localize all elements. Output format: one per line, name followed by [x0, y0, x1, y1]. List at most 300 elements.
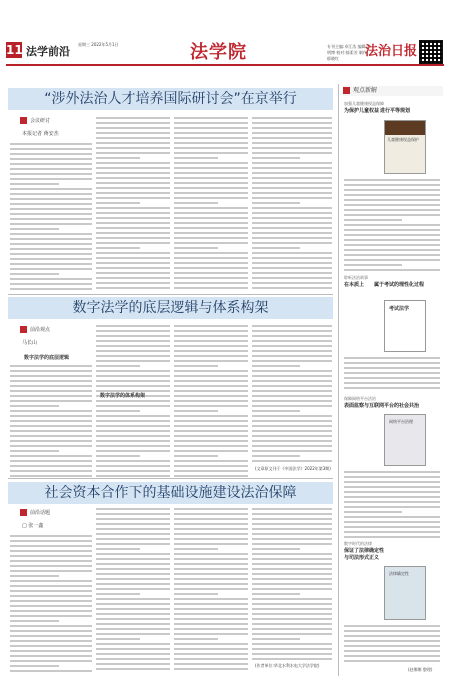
- text-line: [10, 218, 92, 220]
- section-name: 法学前沿: [26, 45, 70, 58]
- text-line: [96, 350, 170, 352]
- text-line: [174, 440, 248, 442]
- text-line: [96, 440, 170, 442]
- text-line: [174, 638, 218, 640]
- text-line: [96, 613, 170, 615]
- text-line: [96, 460, 170, 462]
- text-line: [174, 385, 248, 387]
- text-line: [96, 167, 170, 169]
- text-line: [174, 267, 248, 269]
- text-line: [252, 167, 332, 169]
- text-line: [252, 182, 332, 184]
- text-line: [10, 183, 59, 185]
- text-line: [174, 410, 218, 412]
- article1-byline: 本报记者 蒋安杰: [22, 131, 59, 137]
- text-line: [10, 635, 92, 637]
- text-line: [344, 491, 440, 493]
- text-line: [174, 633, 248, 635]
- text-line: [10, 248, 92, 250]
- text-line: [96, 142, 170, 144]
- text-line: [174, 465, 248, 467]
- sidebar-item-text: [344, 176, 440, 271]
- text-line: [252, 435, 332, 437]
- text-line: [174, 380, 248, 382]
- sidebar-item-title-2: 进行平等规划: [380, 108, 411, 114]
- text-line: [174, 460, 248, 462]
- text-line: [344, 501, 440, 503]
- text-line: [252, 227, 332, 229]
- article3-col-4: [252, 505, 332, 660]
- text-line: [174, 277, 248, 279]
- tag-icon: [20, 509, 27, 516]
- text-line: [10, 223, 92, 225]
- text-line: [96, 558, 170, 560]
- text-line: [252, 588, 332, 590]
- editor-credits: 专刊主编:卓江浩 编辑:李明博 校对:郁柔芳 制作:郁晓红: [327, 44, 371, 61]
- text-line: [344, 481, 440, 483]
- paper-logo: 法治日报: [365, 44, 418, 59]
- text-line: [344, 264, 402, 266]
- text-line: [174, 663, 248, 665]
- text-line: [174, 325, 248, 327]
- article3-col-3: [174, 505, 248, 672]
- text-line: [344, 387, 440, 389]
- text-line: [96, 202, 140, 204]
- text-line: [96, 543, 170, 545]
- text-line: [10, 188, 92, 190]
- text-line: [10, 655, 92, 657]
- text-line: [252, 127, 332, 129]
- text-line: [252, 430, 332, 432]
- text-line: [174, 608, 248, 610]
- text-line: [174, 578, 248, 580]
- text-line: [174, 613, 248, 615]
- text-line: [252, 247, 300, 249]
- text-line: [96, 162, 170, 164]
- text-line: [96, 177, 170, 179]
- text-line: [10, 153, 92, 155]
- text-line: [174, 252, 248, 254]
- text-line: [10, 228, 59, 230]
- text-line: [252, 147, 332, 149]
- text-line: [174, 395, 248, 397]
- text-line: [10, 670, 92, 672]
- text-line: [174, 127, 248, 129]
- text-line: [174, 435, 248, 437]
- text-line: [10, 410, 92, 412]
- text-line: [252, 415, 332, 417]
- sidebar-item-kicker: 数字时代的法律: [344, 541, 372, 546]
- text-line: [174, 142, 248, 144]
- text-line: [96, 212, 170, 214]
- text-line: [10, 168, 92, 170]
- text-line: [344, 506, 440, 508]
- text-line: [10, 615, 92, 617]
- text-line: [96, 658, 170, 660]
- text-line: [252, 425, 332, 427]
- text-line: [96, 187, 170, 189]
- text-line: [174, 330, 248, 332]
- text-line: [96, 588, 170, 590]
- text-line: [174, 122, 248, 124]
- text-line: [252, 563, 332, 565]
- text-line: [174, 598, 248, 600]
- text-line: [10, 365, 92, 367]
- text-line: [10, 400, 92, 402]
- text-line: [96, 127, 170, 129]
- text-line: [96, 132, 170, 134]
- text-line: [10, 148, 92, 150]
- text-line: [96, 227, 170, 229]
- text-line: [10, 173, 92, 175]
- article2-source: (文章原文刊于《中国法学》2022年第3期): [255, 466, 331, 471]
- text-line: [344, 536, 440, 538]
- text-line: [96, 465, 170, 467]
- text-line: [10, 288, 92, 290]
- sidebar-item-title-2: 属于考试的理性化过程: [374, 282, 425, 288]
- text-line: [174, 533, 248, 535]
- text-line: [252, 395, 332, 397]
- text-line: [174, 528, 248, 530]
- text-line: [10, 570, 92, 572]
- text-line: [344, 640, 440, 642]
- sidebar-item-kicker: 保障网络平台法治: [344, 396, 376, 401]
- text-line: [174, 212, 248, 214]
- text-line: [174, 192, 248, 194]
- text-line: [174, 197, 248, 199]
- text-line: [96, 272, 170, 274]
- text-line: [96, 628, 170, 630]
- book-cover: [384, 120, 426, 174]
- text-line: [174, 370, 248, 372]
- text-line: [344, 189, 440, 191]
- text-line: [96, 172, 170, 174]
- text-line: [252, 252, 332, 254]
- text-line: [344, 471, 440, 473]
- book-cover: [384, 300, 426, 352]
- article3-tag: [8, 509, 80, 518]
- text-line: [10, 575, 59, 577]
- text-line: [10, 605, 92, 607]
- text-line: [96, 122, 170, 124]
- sidebar-item-text: [344, 354, 440, 392]
- text-line: [96, 405, 170, 407]
- text-line: [344, 254, 440, 256]
- text-line: [344, 521, 440, 523]
- text-line: [252, 217, 332, 219]
- text-line: [96, 533, 170, 535]
- text-line: [10, 430, 92, 432]
- text-line: [10, 380, 92, 382]
- text-line: [252, 400, 332, 402]
- book-title: 儿童健康权益保护: [387, 137, 419, 142]
- text-line: [96, 137, 170, 139]
- text-line: [252, 187, 332, 189]
- text-line: [10, 213, 92, 215]
- book-title: 法律确定性: [389, 571, 409, 576]
- text-line: [10, 545, 92, 547]
- text-line: [174, 247, 218, 249]
- text-line: [96, 247, 140, 249]
- text-line: [174, 420, 248, 422]
- text-line: [96, 340, 170, 342]
- text-line: [252, 355, 332, 357]
- text-line: [174, 232, 248, 234]
- text-line: [96, 608, 170, 610]
- text-line: [96, 370, 170, 372]
- text-line: [96, 538, 170, 540]
- text-line: [96, 360, 170, 362]
- text-line: [174, 182, 248, 184]
- article2-title: 数字法学的底层逻辑与体系构架: [8, 297, 333, 319]
- text-line: [96, 475, 170, 477]
- text-line: [96, 618, 170, 620]
- text-line: [252, 360, 332, 362]
- text-line: [10, 390, 92, 392]
- text-line: [10, 450, 59, 452]
- article1-col-2: [96, 114, 170, 292]
- text-line: [174, 137, 248, 139]
- text-line: [174, 117, 248, 119]
- text-line: [252, 380, 332, 382]
- text-line: [174, 415, 248, 417]
- divider: [8, 294, 333, 295]
- text-line: [96, 450, 170, 452]
- text-line: [10, 640, 92, 642]
- article3-col-1: [10, 532, 92, 672]
- text-line: [344, 249, 440, 251]
- issue-date: 星期三 2022年5月1日: [78, 42, 119, 47]
- text-line: [10, 645, 92, 647]
- text-line: [96, 345, 170, 347]
- text-line: [174, 563, 248, 565]
- sidebar-credit: (赵娜娜 整理): [408, 667, 433, 672]
- text-line: [252, 137, 332, 139]
- text-line: [252, 375, 332, 377]
- sidebar-item-text: [344, 622, 440, 664]
- text-line: [252, 197, 332, 199]
- text-line: [344, 184, 440, 186]
- sidebar-tag-label: 观点新解: [353, 87, 378, 94]
- tag-icon: [343, 87, 350, 94]
- text-line: [96, 518, 170, 520]
- text-line: [344, 486, 440, 488]
- article1-title: “涉外法治人才培养国际研讨会”在京举行: [8, 88, 333, 110]
- article2-tag: [8, 326, 80, 335]
- text-line: [252, 152, 332, 154]
- text-line: [10, 203, 92, 205]
- text-line: [174, 513, 248, 515]
- text-line: [174, 648, 248, 650]
- text-line: [96, 638, 140, 640]
- text-line: [344, 377, 440, 379]
- text-line: [252, 523, 332, 525]
- text-line: [174, 272, 248, 274]
- text-line: [252, 335, 332, 337]
- text-line: [252, 192, 332, 194]
- text-line: [252, 390, 332, 392]
- text-line: [96, 603, 170, 605]
- text-line: [344, 635, 440, 637]
- text-line: [252, 277, 332, 279]
- text-line: [252, 177, 332, 179]
- text-line: [10, 580, 92, 582]
- text-line: [96, 182, 170, 184]
- text-line: [174, 167, 248, 169]
- text-line: [174, 583, 248, 585]
- text-line: [10, 620, 59, 622]
- text-line: [96, 277, 170, 279]
- text-line: [10, 395, 92, 397]
- text-line: [10, 590, 92, 592]
- text-line: [10, 375, 92, 377]
- text-line: [174, 340, 248, 342]
- text-line: [174, 523, 248, 525]
- text-line: [252, 618, 332, 620]
- text-line: [96, 257, 170, 259]
- text-line: [96, 668, 170, 670]
- sidebar-item-title: 保证了法律确定性: [344, 548, 385, 554]
- text-line: [252, 272, 332, 274]
- text-line: [174, 450, 248, 452]
- text-line: [10, 283, 92, 285]
- text-line: [174, 365, 218, 367]
- text-line: [252, 513, 332, 515]
- text-line: [10, 435, 92, 437]
- text-line: [252, 628, 332, 630]
- text-line: [10, 415, 92, 417]
- text-line: [252, 455, 300, 457]
- text-line: [10, 143, 92, 145]
- text-line: [10, 273, 59, 275]
- text-line: [344, 476, 440, 478]
- text-line: [10, 585, 92, 587]
- text-line: [174, 282, 248, 284]
- text-line: [344, 234, 440, 236]
- text-line: [174, 588, 248, 590]
- text-line: [252, 262, 332, 264]
- article1-tag-label: 会议研讨: [30, 118, 51, 124]
- text-line: [10, 460, 92, 462]
- text-line: [10, 238, 92, 240]
- text-line: [174, 152, 248, 154]
- text-line: [252, 583, 332, 585]
- text-line: [252, 648, 332, 650]
- text-line: [10, 440, 92, 442]
- text-line: [96, 117, 170, 119]
- text-line: [252, 608, 332, 610]
- text-line: [10, 555, 92, 557]
- text-line: [344, 511, 402, 513]
- text-line: [344, 516, 440, 518]
- text-line: [10, 263, 92, 265]
- text-line: [252, 350, 332, 352]
- text-line: [344, 229, 440, 231]
- text-line: [96, 573, 170, 575]
- text-line: [344, 372, 440, 374]
- text-line: [96, 400, 170, 402]
- text-line: [252, 603, 332, 605]
- text-line: [96, 262, 170, 264]
- text-line: [96, 548, 140, 550]
- book-title: 网络平台治理: [389, 419, 413, 424]
- text-line: [344, 367, 440, 369]
- text-line: [10, 660, 92, 662]
- text-line: [96, 335, 170, 337]
- text-line: [174, 202, 218, 204]
- text-line: [96, 282, 170, 284]
- text-line: [96, 207, 170, 209]
- article3-tag-label: 前沿话题: [30, 510, 51, 516]
- text-line: [10, 158, 92, 160]
- text-line: [174, 623, 248, 625]
- text-line: [10, 475, 92, 477]
- text-line: [10, 560, 92, 562]
- text-line: [174, 355, 248, 357]
- text-line: [96, 425, 170, 427]
- text-line: [344, 244, 440, 246]
- text-line: [344, 496, 440, 498]
- text-line: [174, 360, 248, 362]
- text-line: [252, 508, 332, 510]
- book-title: 考试法学: [389, 306, 410, 312]
- article3-source: (作者单位:华北水利水电大学法学院): [255, 663, 320, 668]
- text-line: [252, 543, 332, 545]
- text-line: [174, 400, 248, 402]
- text-line: [10, 550, 92, 552]
- text-line: [252, 450, 332, 452]
- text-line: [174, 643, 248, 645]
- text-line: [344, 531, 440, 533]
- text-line: [344, 214, 440, 216]
- article2-tag-label: 前沿观点: [30, 327, 51, 333]
- text-line: [252, 593, 300, 595]
- text-line: [252, 232, 332, 234]
- text-line: [96, 330, 170, 332]
- text-line: [174, 548, 218, 550]
- text-line: [96, 445, 170, 447]
- text-line: [96, 528, 170, 530]
- text-line: [10, 405, 59, 407]
- text-line: [96, 242, 170, 244]
- text-line: [10, 163, 92, 165]
- text-line: [174, 162, 248, 164]
- text-line: [96, 222, 170, 224]
- text-line: [174, 405, 248, 407]
- text-line: [174, 470, 248, 472]
- text-line: [174, 177, 248, 179]
- tag-icon: [20, 326, 27, 333]
- text-line: [96, 430, 170, 432]
- text-line: [174, 668, 248, 670]
- text-line: [344, 199, 440, 201]
- book-cover: [384, 414, 426, 466]
- text-line: [10, 268, 92, 270]
- article1-col-3: [174, 114, 248, 292]
- text-line: [174, 217, 248, 219]
- text-line: [252, 633, 332, 635]
- text-line: [252, 548, 300, 550]
- text-line: [252, 558, 332, 560]
- text-line: [10, 630, 92, 632]
- text-line: [252, 287, 332, 289]
- divider: [8, 478, 333, 479]
- text-line: [10, 253, 92, 255]
- text-line: [174, 157, 218, 159]
- text-line: [174, 568, 248, 570]
- text-line: [344, 382, 440, 384]
- text-line: [10, 465, 92, 467]
